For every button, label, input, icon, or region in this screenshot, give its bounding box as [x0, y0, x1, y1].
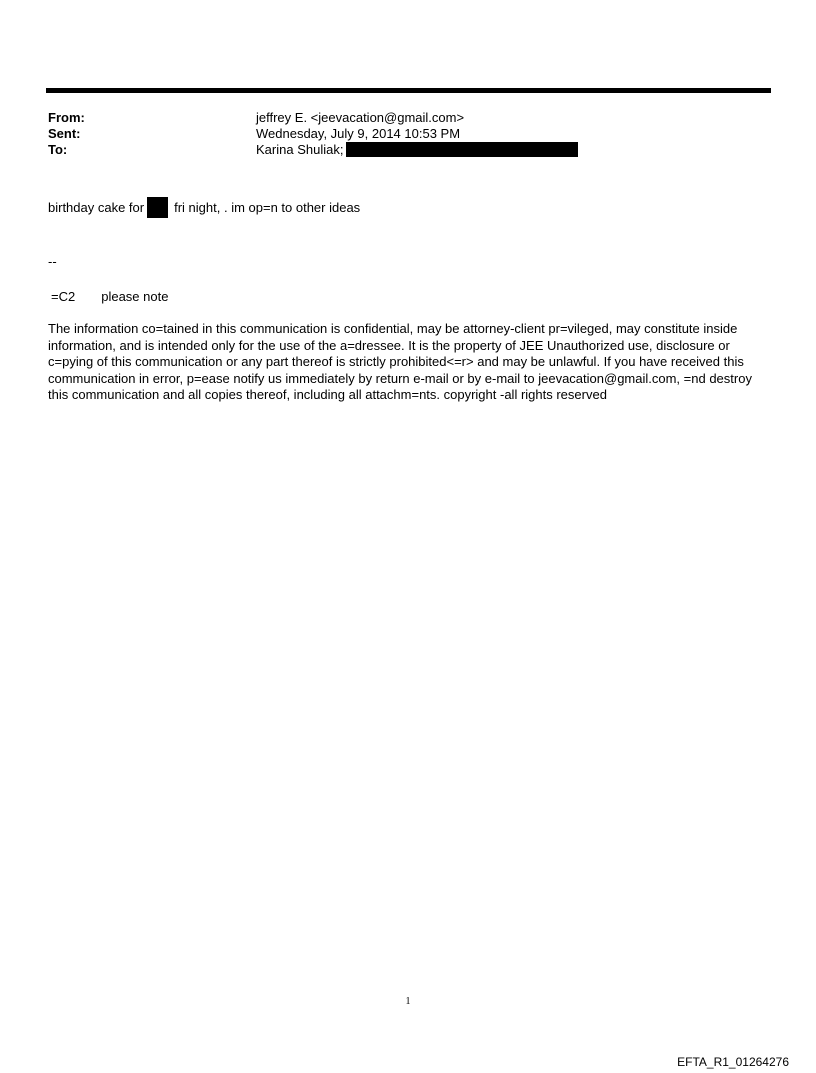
to-row [48, 142, 768, 158]
header-rule [46, 88, 771, 93]
page-number: 1 [405, 996, 411, 1007]
redaction-box-name [147, 197, 168, 218]
sent-label: Sent: [48, 126, 81, 141]
from-row [48, 110, 768, 126]
from-label: From: [48, 110, 85, 125]
from-value: jeffrey E. <jeevacation@gmail.com> [256, 110, 465, 125]
sent-row [48, 126, 768, 142]
to-value: Karina Shuliak; [256, 142, 344, 157]
signature-line [51, 289, 168, 305]
signature-separator: -- [48, 254, 57, 269]
to-value-wrap [256, 142, 578, 158]
message-text-end: fri night, . im op=n to other ideas [174, 200, 361, 215]
signature-text: please note [101, 289, 169, 304]
email-header [48, 110, 768, 158]
confidentiality-disclaimer: The information co=tained in this communication is confidential, may be attorney-client pr=vileged, may constitute inside information, and is intended only for the use of the a=dressee. It is the property of JEE Unauthorized use, disclosure or c=pying of this communication or any part thereof is strictly prohibited<=r> and may be unlawful. If you have received this communication in error, p=ease notify us immediately by return e-mail or by e-mail to jeevacation@gmail.com, =nd destroy this communication and all copies thereof, including all attachm=nts. copyright -all rights reserved [48, 321, 752, 402]
message-text-start: birthday cake for [48, 200, 145, 215]
message-line [48, 200, 360, 218]
document-id: EFTA_R1_01264276 [677, 1055, 789, 1069]
sent-value: Wednesday, July 9, 2014 10:53 PM [256, 126, 461, 141]
signature-prefix: =C2 [51, 289, 76, 304]
to-label: To: [48, 142, 68, 157]
redaction-box-recipient [346, 142, 578, 157]
